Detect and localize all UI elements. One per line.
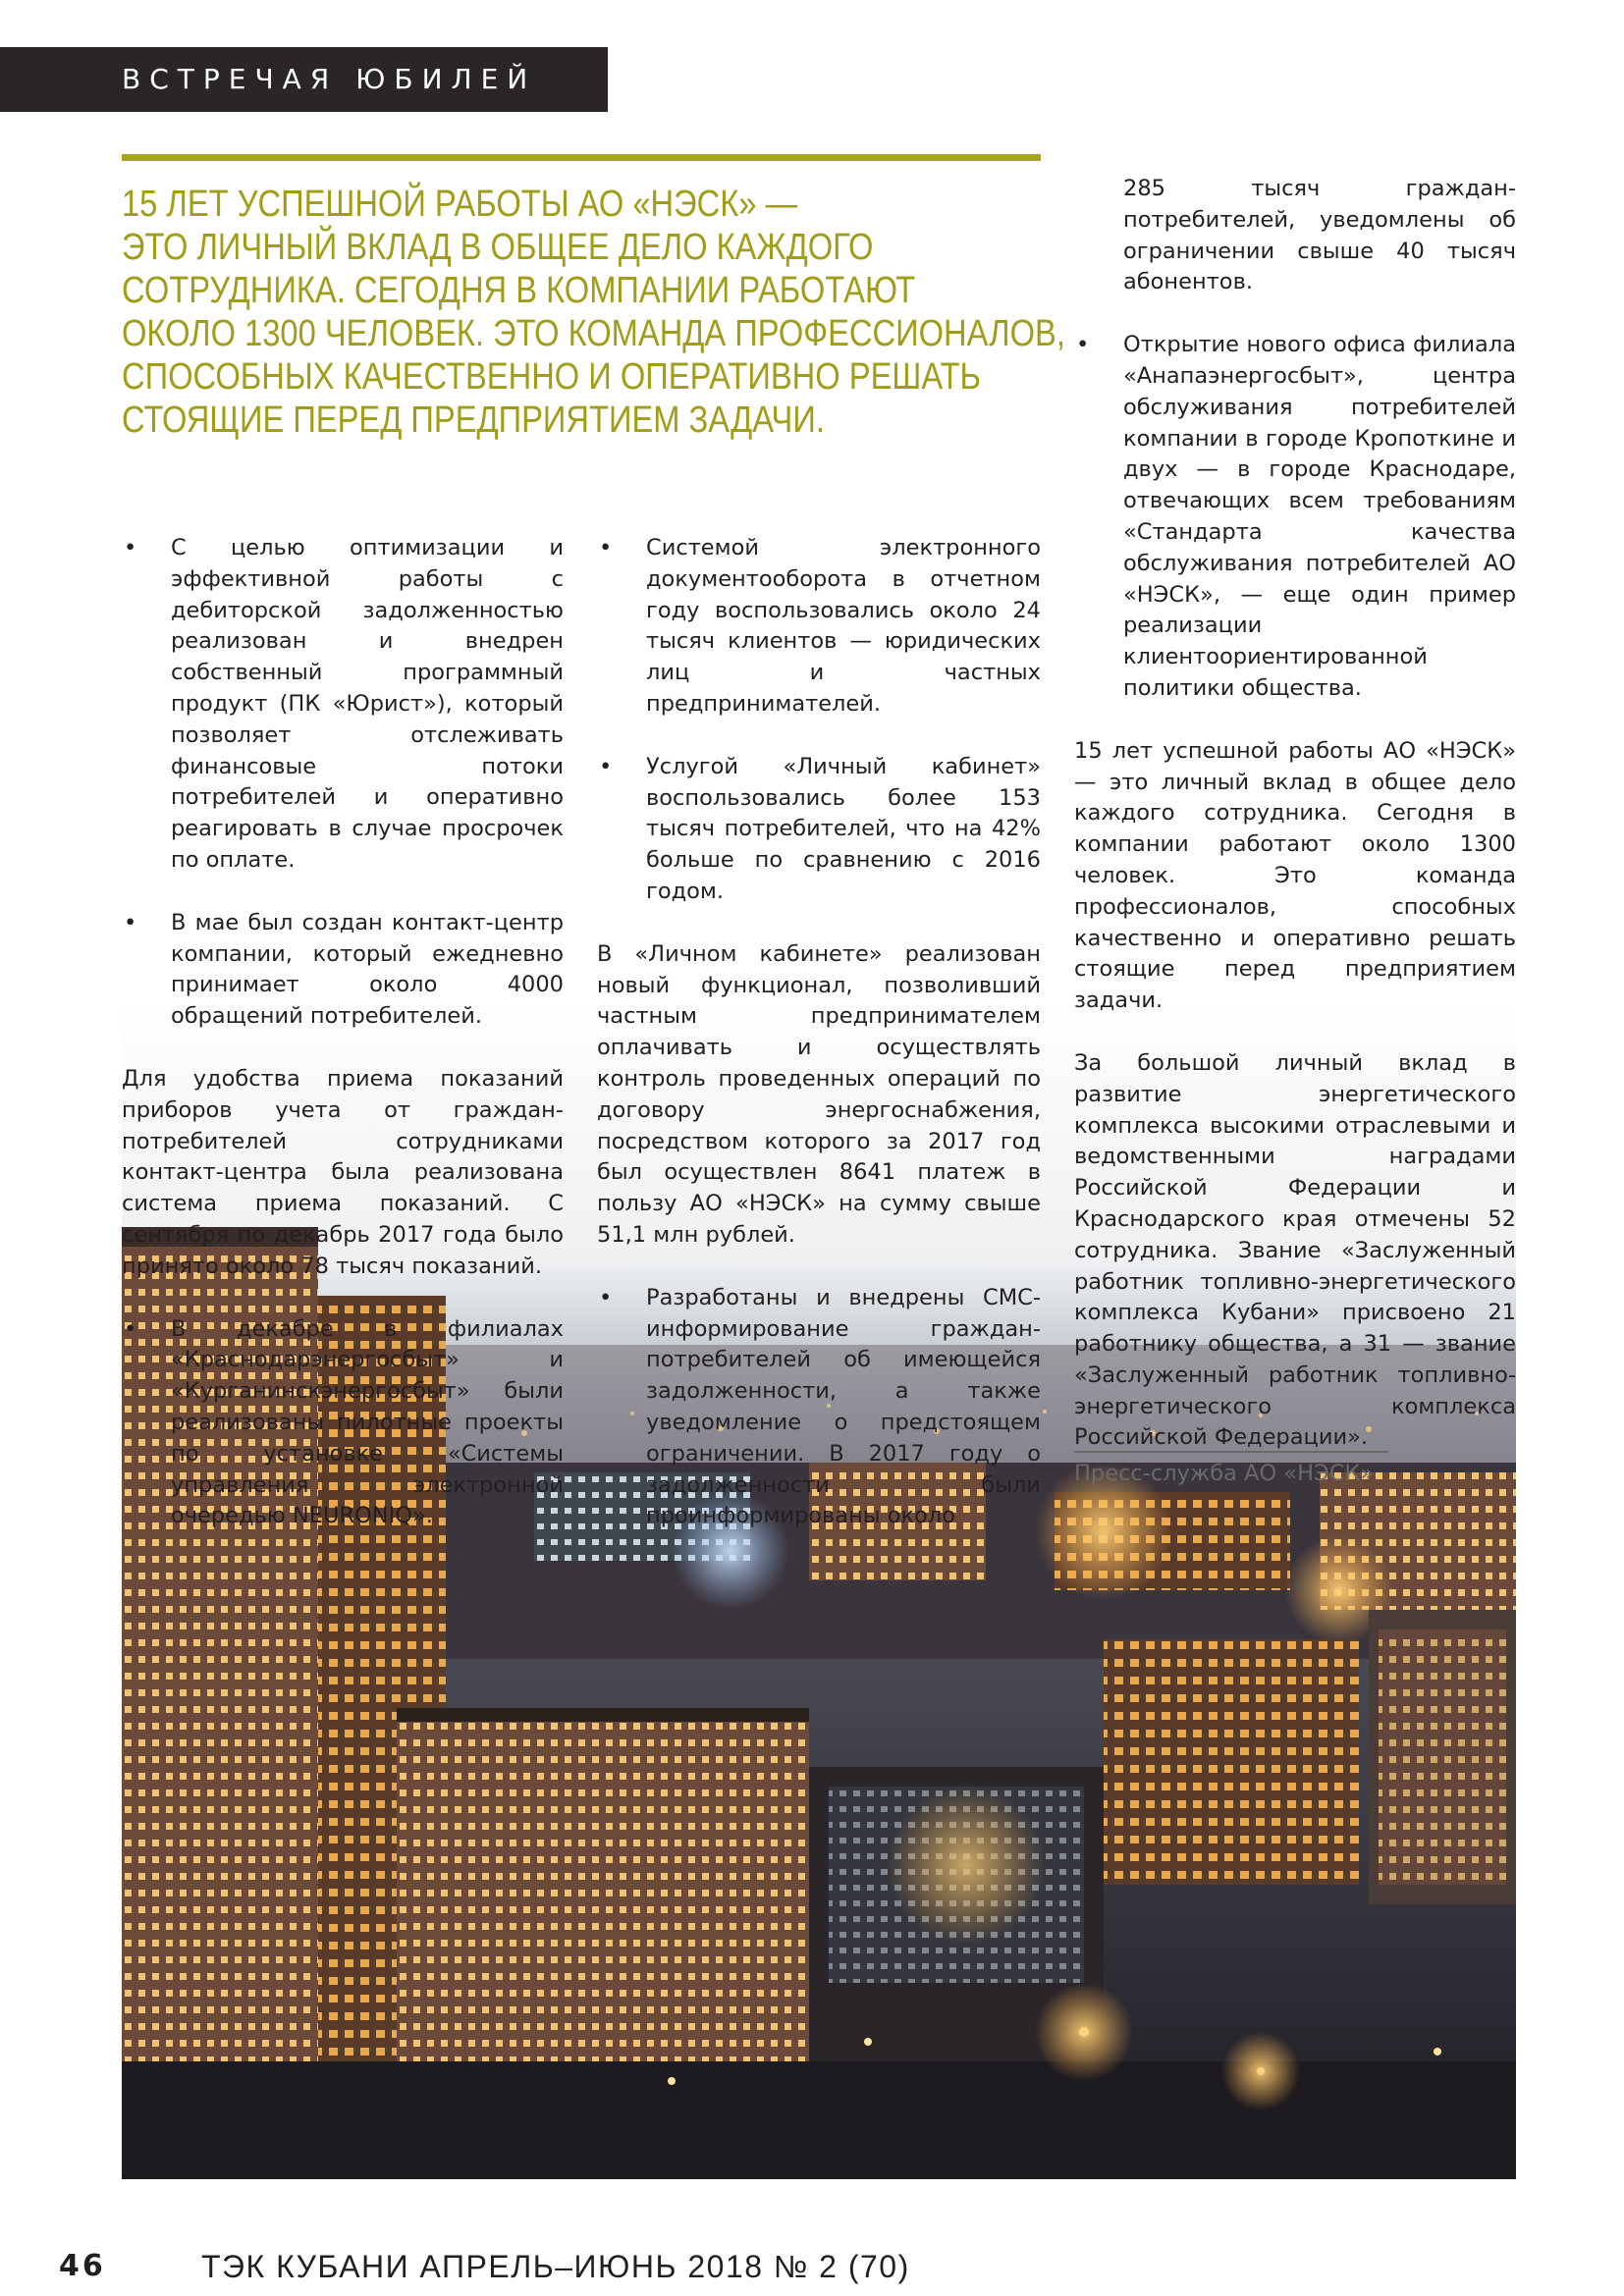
bullet-text: С целью оптимизации и эффективной работы с дебиторской задолженностью реализован и внедрен собственный программный продукт (ПК «Юрист»), который позволяет отслеживать финансовые потоки потребителей и оперативно реагировать в случае просрочек по оплате. — [171, 535, 564, 873]
lead-line: СТОЯЩИЕ ПЕРЕД ПРЕДПРИЯТИЕМ ЗАДАЧИ. — [122, 400, 825, 441]
bullet-mark: • — [124, 535, 137, 561]
bullet-item — [122, 908, 564, 1033]
paragraph: 15 лет успешной работы АО «НЭСК» — это личный вклад в общее дело каждого сотрудника. Сегодня в компании работают около 1300 человек. Это команда профессионалов, способных качественно и оперативно решать стоящие перед предприятием задачи. — [1074, 737, 1516, 1014]
bullet-mark: • — [599, 753, 613, 779]
bullet-item — [1074, 330, 1516, 705]
bullet-mark: • — [124, 909, 137, 935]
bullet-text: Открытие нового офиса филиала «Анапаэнергосбыт», центра обслуживания потребителей компании в городе Кропоткине и двух — в городе Краснодаре, отвечающих всем требованиям «Стандарта качества обслуживания потребителей АО «НЭСК», — еще один пример реализации клиентоориентированной политики общества. — [1123, 332, 1516, 701]
lead-paragraph — [122, 183, 1065, 442]
column-2 — [597, 533, 1041, 1532]
bullet-text: Услугой «Личный кабинет» воспользовались более 153 тысяч потребителей, что на 42% больше по сравнению с 2016 годом. — [646, 753, 1041, 904]
lead-line: ЭТО ЛИЧНЫЙ ВКЛАД В ОБЩЕЕ ДЕЛО КАЖДОГО — [122, 227, 874, 268]
bullet-text: В мае был создан контакт-центр компании, который ежедневно принимает около 4000 обращений потребителей. — [171, 909, 564, 1030]
lead-line: ОКОЛО 1300 ЧЕЛОВЕК. ЭТО КОМАНДА ПРОФЕССИОНАЛОВ, — [122, 313, 1065, 354]
paragraph-continued: 285 тысяч граждан-потребителей, уведомлены об ограничении свыше 40 тысяч абонентов. — [1123, 176, 1516, 295]
bullet-item — [122, 533, 564, 877]
magazine-title: ТЭК КУБАНИ АПРЕЛЬ–ИЮНЬ 2018 № 2 (70) — [201, 2249, 910, 2284]
bullet-text: Разработаны и внедрены СМС-информирование граждан-потребителей об имеющейся задолженности, а также уведомление о предстоящем ограничении. В 2017 году о задолженности были проинформированы около — [646, 1284, 1041, 1529]
paragraph: Для удобства приема показаний приборов учета от граждан-потребителей сотрудниками контакт-центра была реализована система приема показаний. С сентября по декабрь 2017 года было принято около 78 тысяч показаний. — [122, 1065, 564, 1279]
bullet-item — [597, 533, 1041, 721]
bullet-mark: • — [124, 1315, 137, 1342]
lead-line: СОТРУДНИКА. СЕГОДНЯ В КОМПАНИИ РАБОТАЮТ — [122, 270, 916, 311]
section-tab: ВСТРЕЧАЯ ЮБИЛЕЙ — [0, 47, 608, 112]
lead-line: 15 ЛЕТ УСПЕШНОЙ РАБОТЫ АО «НЭСК» — — [122, 184, 798, 225]
bullet-item — [122, 1314, 564, 1533]
bullet-text: Системой электронного документооборота в отчетном году воспользовались около 24 тысяч клиентов — юридических лиц и частных предпринимателей. — [646, 535, 1041, 717]
lead-line: СПОСОБНЫХ КАЧЕСТВЕННО И ОПЕРАТИВНО РЕШАТЬ — [122, 356, 981, 398]
bullet-item — [597, 1283, 1041, 1532]
bullet-text: В декабре в филиалах «Краснодарэнергосбыт» и «Курганинскэнергосбыт» были реализованы пилотные проекты по установке «Системы управления электронной очередью NEURONIQ». — [171, 1315, 564, 1529]
bullet-mark: • — [599, 1284, 613, 1310]
column-3 — [1074, 174, 1516, 1454]
signature: Пресс-служба АО «НЭСК» — [1074, 1461, 1375, 1486]
bullet-mark: • — [1076, 332, 1090, 358]
accent-rule — [122, 154, 1041, 161]
bullet-item — [597, 752, 1041, 908]
column-1 — [122, 533, 564, 1532]
page-number: 46 — [59, 2249, 106, 2283]
paragraph: За большой личный вклад в развитие энергетического комплекса высокими отраслевыми и ведомственными наградами Российской Федерации и Краснодарского края отмечены 52 сотрудника. Звание «Заслуженный работник топливно-энергетического комплекса Кубани» присвоено 21 работнику общества, а 31 — звание «Заслуженный работник топливно-энергетического комплекса Российской Федерации». — [1074, 1049, 1516, 1451]
bullet-mark: • — [599, 535, 613, 561]
signature-rule — [1074, 1451, 1388, 1453]
paragraph: В «Личном кабинете» реализован новый функционал, позволивший частным предпринимателем оплачивать и осуществлять контроль проведенных операций по договору энергоснабжения, посредством которого за 2017 год был осуществлен 8641 платеж в пользу АО «НЭСК» на сумму свыше 51,1 млн рублей. — [597, 940, 1041, 1248]
